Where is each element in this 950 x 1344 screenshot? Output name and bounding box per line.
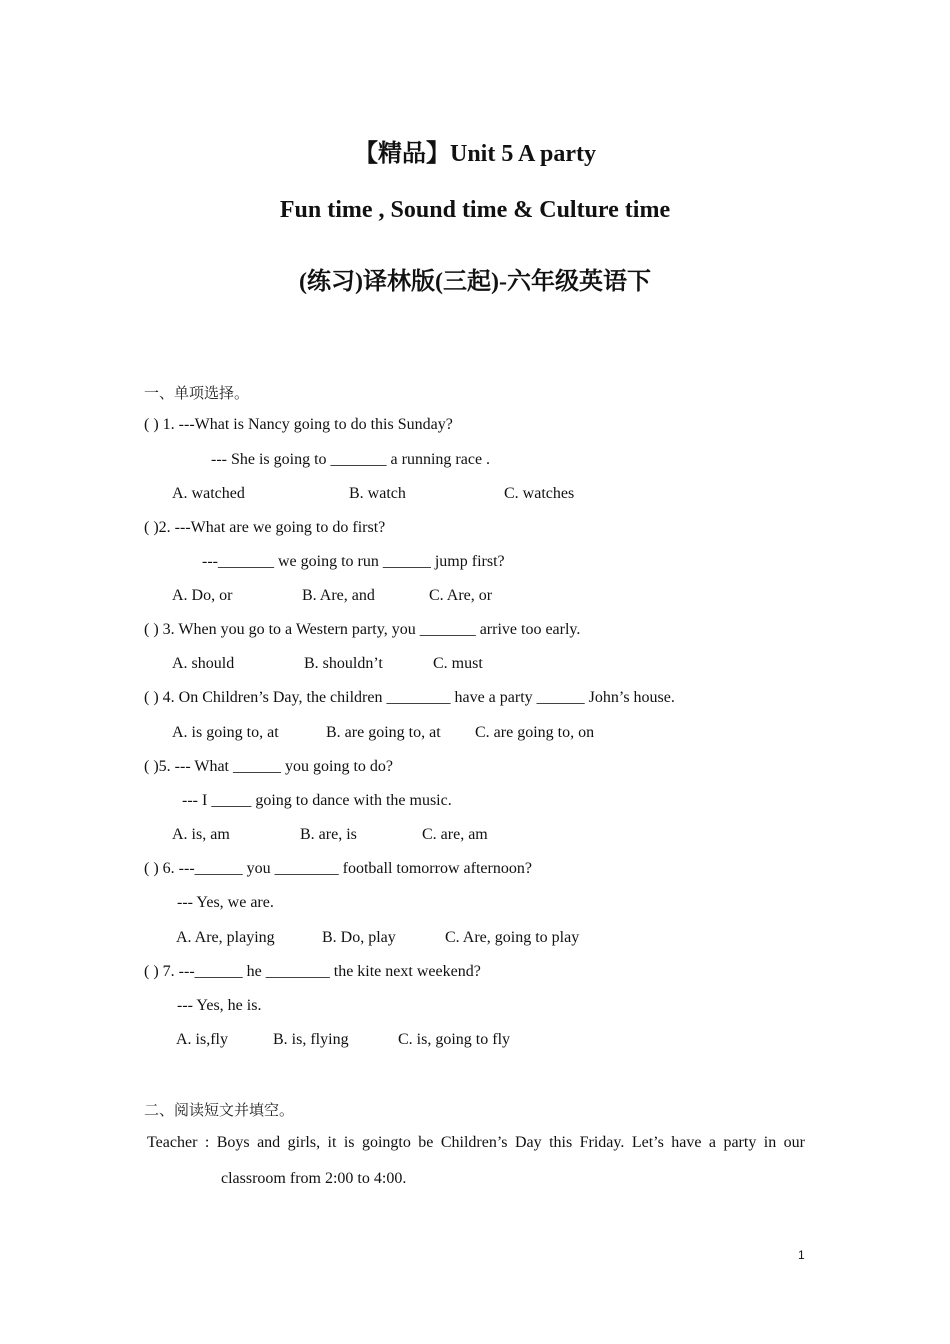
question-subline: --- Yes, he is.	[177, 997, 262, 1014]
question-subline: ---_______ we going to run ______ jump first?	[202, 553, 505, 570]
question-stem: ( ) 1. ---What is Nancy going to do this Sunday?	[144, 416, 453, 433]
question-stem: ( )2. ---What are we going to do first?	[144, 519, 386, 536]
question-stem: ( )5. --- What ______ you going to do?	[144, 758, 393, 775]
option-a: A. is,fly	[176, 1031, 228, 1048]
option-a: A. Do, or	[172, 587, 233, 604]
option-b: B. are going to, at	[326, 724, 441, 741]
question-subline: --- Yes, we are.	[177, 894, 274, 911]
option-b: B. Are, and	[302, 587, 375, 604]
section-2-heading: 二、阅读短文并填空。	[144, 1101, 295, 1119]
question-subline: --- I _____ going to dance with the music.	[182, 792, 452, 809]
option-a: A. is, am	[172, 826, 230, 843]
option-c: C. watches	[504, 485, 575, 502]
question-stem: ( ) 4. On Children’s Day, the children ________ have a party ______ John’s house.	[144, 689, 675, 706]
page-title-line-2: Fun time , Sound time & Culture time	[279, 197, 671, 223]
option-c: C. is, going to fly	[398, 1031, 511, 1048]
option-c: C. must	[433, 655, 483, 672]
option-c: C. Are, or	[429, 587, 493, 604]
page-number: 1	[798, 1248, 805, 1262]
question-stem: ( ) 3. When you go to a Western party, you _______ arrive too early.	[144, 621, 581, 638]
option-b: B. are, is	[300, 826, 357, 843]
option-b: B. watch	[349, 485, 406, 502]
page-title-line-3: (练习)译林版(三起)-六年级英语下	[299, 269, 651, 295]
option-a: A. watched	[172, 485, 245, 502]
reading-paragraph-line-1: Teacher : Boys and girls, it is goingto be Children’s Day this Friday. Let’s have a party in our	[147, 1134, 805, 1151]
option-c: C. are going to, on	[475, 724, 595, 741]
section-1-heading: 一、单项选择。	[144, 384, 250, 402]
option-a: A. is going to, at	[172, 724, 279, 741]
option-a: A. Are, playing	[176, 929, 275, 946]
option-b: B. shouldn’t	[304, 655, 383, 672]
question-stem: ( ) 6. ---______ you ________ football tomorrow afternoon?	[144, 860, 532, 877]
question-stem: ( ) 7. ---______ he ________ the kite next weekend?	[144, 963, 481, 980]
option-c: C. Are, going to play	[445, 929, 580, 946]
option-b: B. is, flying	[273, 1031, 349, 1048]
reading-paragraph-line-2: classroom from 2:00 to 4:00.	[221, 1170, 407, 1187]
option-a: A. should	[172, 655, 235, 672]
option-c: C. are, am	[422, 826, 488, 843]
page-title-line-1: 【精品】Unit 5 A party	[353, 141, 596, 167]
question-subline: --- She is going to _______ a running race .	[211, 451, 491, 468]
option-b: B. Do, play	[322, 929, 396, 946]
